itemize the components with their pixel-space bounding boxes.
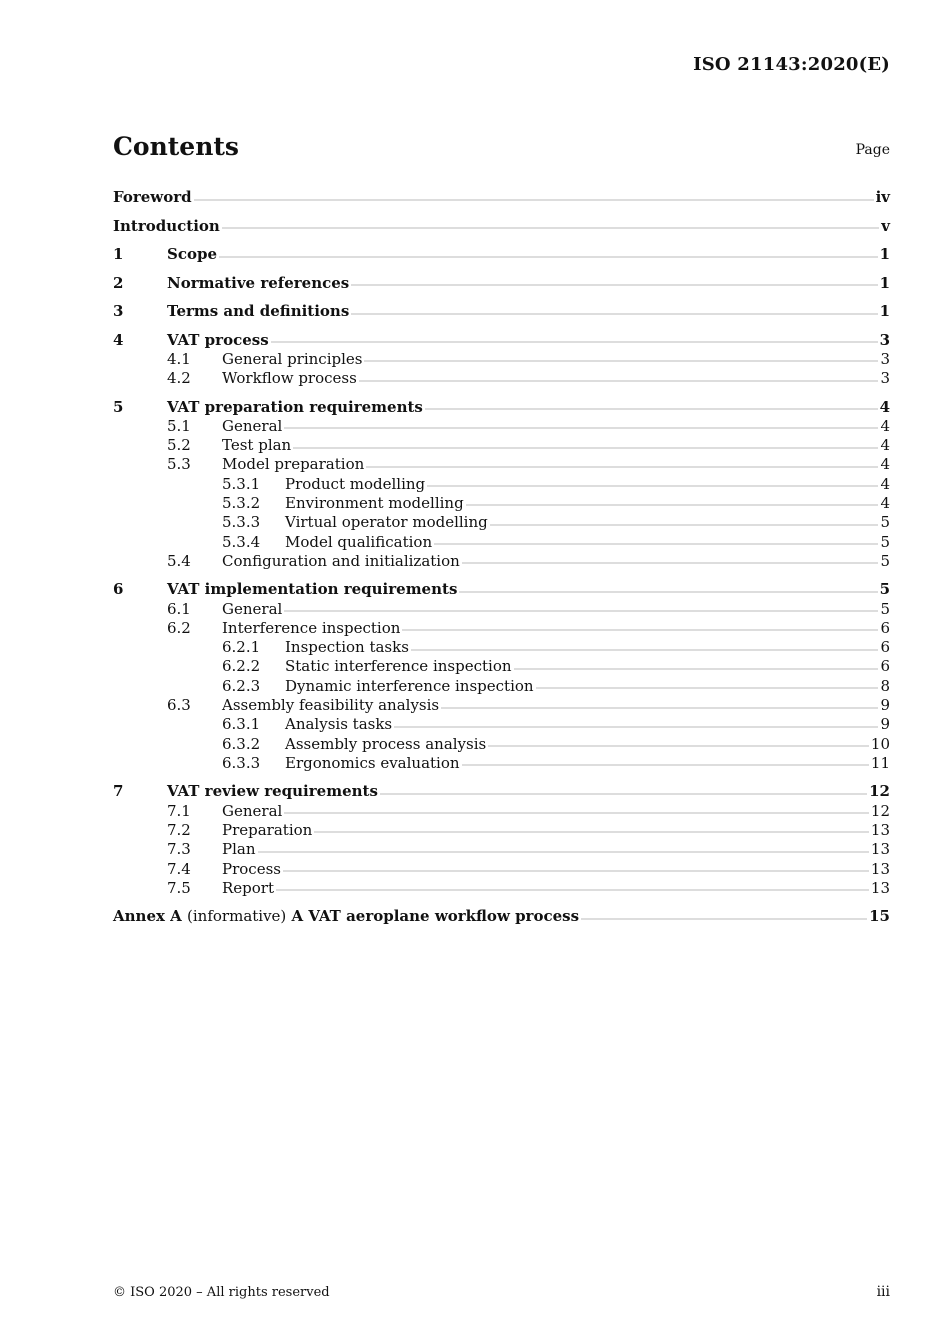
toc-entry[interactable] [113, 397, 890, 417]
dot-leader [276, 889, 869, 891]
toc-entry-title: Ergonomics evaluation [285, 753, 460, 772]
toc-entry[interactable] [113, 244, 890, 264]
toc-entry-number: 7 [113, 782, 124, 801]
dot-leader [402, 629, 878, 631]
toc-entry[interactable] [113, 618, 890, 638]
toc-entry-number: 5.3.3 [222, 513, 261, 532]
dot-leader [441, 707, 878, 709]
toc-entry[interactable] [113, 551, 890, 571]
toc-entry-title: Foreword [113, 188, 192, 206]
toc-entry-number: 7.2 [167, 820, 191, 839]
dot-leader [514, 668, 879, 670]
toc-entry-page: 1 [879, 273, 890, 292]
toc-entry-number: 7.1 [167, 801, 191, 820]
toc-entry-title: Model preparation [222, 455, 365, 474]
dot-leader [366, 466, 878, 468]
toc-entry-number: 6.2.1 [222, 638, 261, 657]
toc-entry-page: 5 [880, 513, 890, 532]
dot-leader [283, 870, 869, 872]
dot-leader [314, 831, 869, 833]
toc-entry[interactable] [113, 454, 890, 474]
toc-entry-number: 6.3.2 [222, 734, 261, 753]
toc-entry-number: 6 [113, 580, 124, 599]
toc-entry-page: 4 [880, 416, 890, 435]
page-column-label: Page [855, 142, 890, 158]
toc-entry-number: 3 [113, 302, 124, 320]
dot-leader [271, 341, 878, 343]
annex-title: A VAT aeroplane workflow process [291, 907, 580, 926]
toc-entry-title: Terms and definitions [167, 302, 350, 320]
toc-entry-title: Plan [222, 840, 256, 859]
toc-entry[interactable] [113, 368, 890, 388]
toc-entry-number: 5.3.2 [222, 493, 261, 512]
toc-entry[interactable] [113, 820, 890, 840]
toc-entry[interactable] [113, 801, 890, 821]
toc-entry-page: 6 [880, 657, 890, 676]
toc-entry-title: Workflow process [222, 369, 357, 387]
toc-entry-number: 5.3.4 [222, 532, 261, 551]
toc-entry-number: 5.4 [167, 551, 191, 570]
toc-entry-number: 2 [113, 273, 124, 292]
toc-entry-page: 12 [869, 782, 890, 801]
toc-entry[interactable] [113, 349, 890, 369]
toc-entry-page: 4 [880, 493, 890, 512]
dot-leader [293, 447, 878, 449]
document-code: ISO 21143:2020(E) [693, 54, 890, 75]
toc-entry-title: Process [222, 859, 281, 878]
toc-entry-title: VAT implementation requirements [167, 580, 458, 599]
toc-entry-title: General [222, 416, 283, 435]
toc-entry-number: 6.3 [167, 696, 191, 714]
toc-entry-title: Dynamic interference inspection [285, 676, 534, 695]
toc-entry-title: Environment modelling [285, 493, 464, 512]
dot-leader [351, 313, 877, 315]
toc-entry-number: 4 [113, 330, 124, 349]
footer-page-number: iii [876, 1284, 890, 1300]
toc-entry-title: Analysis tasks [285, 715, 393, 734]
toc-entry-title: Preparation [222, 820, 313, 839]
toc-entry-title [113, 906, 579, 926]
toc-entry[interactable] [113, 599, 890, 619]
dot-leader [394, 726, 878, 728]
toc-entry-page: 3 [880, 369, 890, 387]
dot-leader [462, 764, 869, 766]
footer-copyright: © ISO 2020 – All rights reserved [113, 1285, 330, 1300]
toc-entry-number: 6.2.2 [222, 657, 261, 676]
toc-entry-title: VAT preparation requirements [167, 397, 423, 416]
dot-leader [488, 745, 869, 747]
toc-entry-title: General [222, 801, 283, 820]
dot-leader [284, 610, 878, 612]
toc-entry[interactable] [113, 579, 890, 599]
dot-leader [222, 227, 879, 229]
toc-entry-page: 13 [870, 840, 890, 859]
toc-entry[interactable] [113, 330, 890, 350]
dot-leader [351, 284, 877, 286]
toc-entry-title: Product modelling [285, 474, 426, 493]
dot-leader [359, 380, 879, 382]
dot-leader [219, 256, 878, 258]
toc-entry-page: 1 [879, 245, 890, 263]
toc-entry-title: Scope [167, 245, 218, 263]
toc-entry-title: VAT review requirements [167, 782, 378, 801]
toc-entry-title: Interference inspection [222, 618, 401, 637]
toc-entry-page: iv [875, 188, 890, 206]
toc-entry[interactable] [113, 273, 890, 293]
toc-entry-title: General principles [222, 349, 363, 368]
toc-entry-title: Assembly feasibility analysis [222, 696, 440, 714]
toc-entry-number: 5.1 [167, 416, 191, 435]
dot-leader [380, 793, 867, 795]
toc-entry-number: 6.3.3 [222, 753, 261, 772]
dot-leader [536, 687, 879, 689]
toc-entry-number: 6.1 [167, 599, 191, 618]
toc-entry-page: 6 [880, 618, 890, 637]
dot-leader [427, 485, 878, 487]
toc-entry-page: 13 [870, 820, 890, 839]
toc-entry-number: 5.3.1 [222, 474, 261, 493]
toc-entry[interactable] [113, 695, 890, 715]
toc-entry-annex-a[interactable] [113, 906, 890, 926]
dot-leader [459, 591, 877, 593]
toc-entry-title: Report [222, 878, 275, 897]
toc-entry[interactable] [113, 416, 890, 436]
toc-entry[interactable] [113, 753, 890, 773]
toc-entry-title: Configuration and initialization [222, 551, 460, 570]
toc-entry-title: General [222, 599, 283, 618]
dot-leader [364, 360, 878, 362]
toc-entry-page: v [881, 216, 890, 235]
toc-entry-title: Model qualification [285, 532, 433, 551]
toc-entry-page: 5 [880, 532, 890, 551]
toc-entry[interactable] [113, 656, 890, 676]
toc-entry-title: Static interference inspection [285, 657, 512, 676]
contents-title: Contents [113, 132, 240, 161]
toc-entry-page: 11 [870, 753, 890, 772]
toc-entry[interactable] [113, 637, 890, 657]
toc-entry-page: 3 [879, 330, 890, 349]
dot-leader [194, 199, 874, 201]
dot-leader [284, 427, 878, 429]
toc-entry-number: 1 [113, 245, 124, 263]
toc-entry[interactable] [113, 859, 890, 879]
annex-label: Annex A [113, 907, 182, 926]
toc-entry-page: 10 [870, 734, 890, 753]
toc-entry-number: 4.1 [167, 349, 191, 368]
table-of-contents [113, 0, 890, 1344]
toc-entry-number: 6.3.1 [222, 715, 261, 734]
toc-entry[interactable] [113, 878, 890, 898]
toc-entry-title: Assembly process analysis [285, 734, 487, 753]
dot-leader [425, 408, 878, 410]
dot-leader [434, 543, 878, 545]
dot-leader [581, 918, 867, 920]
dot-leader [466, 504, 879, 506]
toc-entry[interactable] [113, 781, 890, 801]
toc-entry-number: 4.2 [167, 369, 191, 387]
toc-entry-title: Inspection tasks [285, 638, 409, 657]
toc-entry-number: 7.5 [167, 878, 191, 897]
toc-entry-page: 4 [880, 436, 890, 454]
toc-entry-number: 5 [113, 397, 124, 416]
toc-entry-page: 9 [880, 715, 890, 734]
toc-entry-page: 13 [870, 859, 890, 878]
toc-entry[interactable] [113, 714, 890, 734]
toc-entry-page: 15 [869, 907, 890, 926]
toc-entry[interactable] [113, 187, 890, 207]
toc-entry[interactable] [113, 435, 890, 455]
toc-entry-page: 5 [880, 551, 890, 570]
dot-leader [411, 649, 879, 651]
toc-entry[interactable] [113, 839, 890, 859]
toc-entry-page: 12 [870, 801, 890, 820]
toc-entry-title: VAT process [167, 330, 269, 349]
toc-entry-page: 13 [870, 878, 890, 897]
toc-entry-number: 7.3 [167, 840, 191, 859]
toc-entry-page: 4 [880, 474, 890, 493]
toc-entry-title: Virtual operator modelling [285, 513, 488, 532]
toc-entry-number: 7.4 [167, 859, 191, 878]
toc-entry[interactable] [113, 532, 890, 552]
toc-entry-page: 3 [880, 349, 890, 368]
dot-leader [462, 562, 879, 564]
dot-leader [258, 851, 869, 853]
toc-entry-page: 5 [880, 599, 890, 618]
toc-entry-page: 4 [880, 455, 890, 474]
toc-entry-page: 8 [880, 676, 890, 695]
toc-entry-title: Introduction [113, 216, 220, 235]
toc-entry[interactable] [113, 493, 890, 513]
toc-entry[interactable] [113, 216, 890, 236]
toc-entry[interactable] [113, 301, 890, 321]
toc-entry-number: 5.3 [167, 455, 191, 474]
toc-entry[interactable] [113, 676, 890, 696]
toc-entry-page: 1 [879, 302, 890, 320]
toc-entry-page: 5 [879, 580, 890, 599]
annex-type: (informative) [187, 907, 287, 926]
toc-entry[interactable] [113, 512, 890, 532]
toc-entry-number: 6.2.3 [222, 676, 261, 695]
toc-entry-page: 9 [880, 696, 890, 714]
toc-entry[interactable] [113, 734, 890, 754]
dot-leader [284, 812, 869, 814]
toc-entry-number: 6.2 [167, 618, 191, 637]
toc-entry-title: Normative references [167, 273, 350, 292]
toc-entry-number: 5.2 [167, 436, 191, 454]
toc-entry-page: 6 [880, 638, 890, 657]
toc-entry[interactable] [113, 474, 890, 494]
toc-entry-page: 4 [879, 397, 890, 416]
dot-leader [490, 524, 879, 526]
toc-entry-title: Test plan [222, 436, 292, 454]
